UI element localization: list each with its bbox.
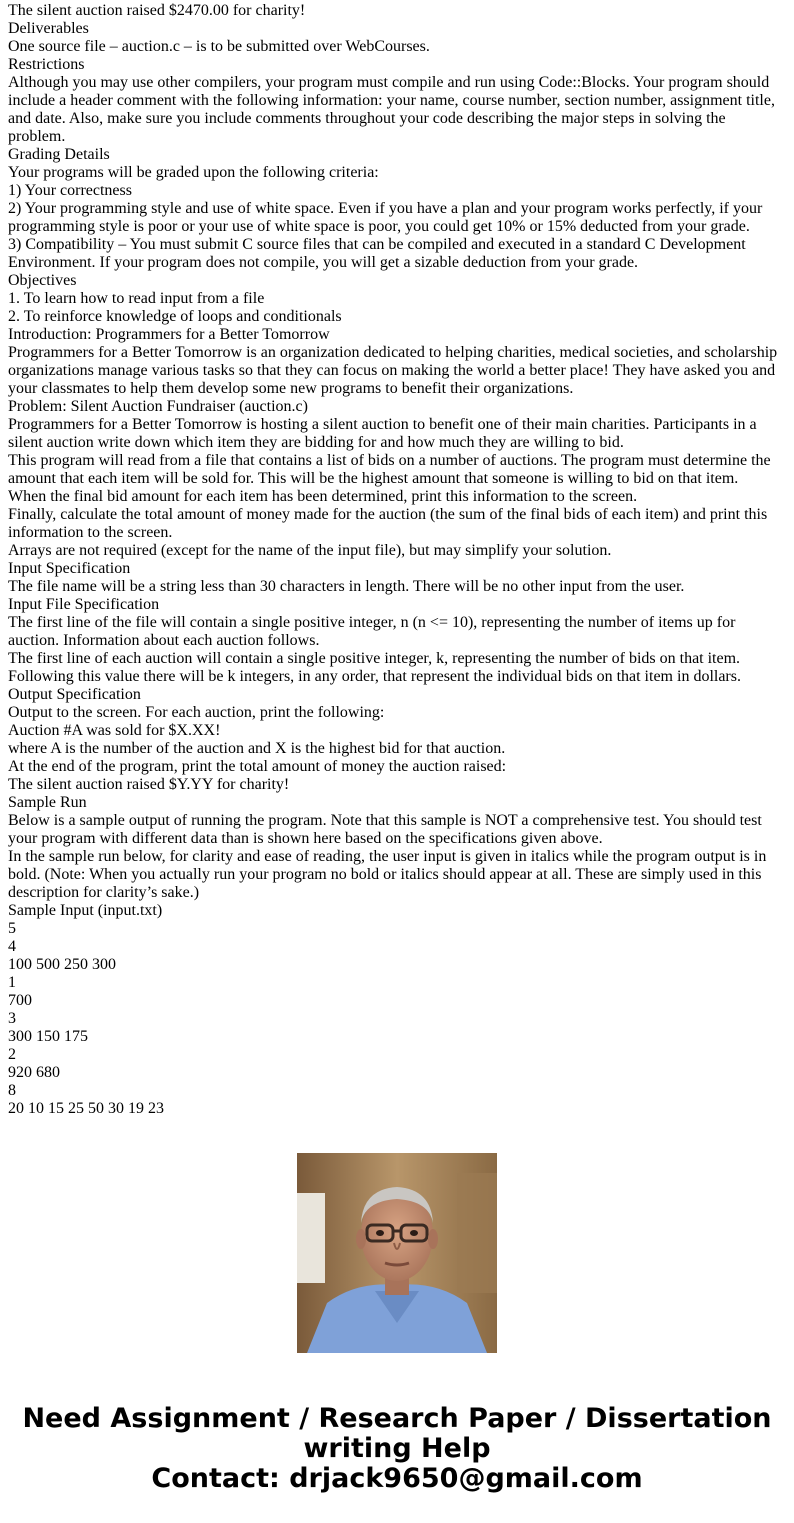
document-line: 2. To reinforce knowledge of loops and conditionals	[8, 308, 342, 325]
document-line: In the sample run below, for clarity and ease of reading, the user input is given in italics while the program output is in bold. (Note: When you actually run your program no bold or italics should appear at all. These are simply used in this description for clarity’s sake.)	[8, 848, 767, 901]
document-line: Grading Details	[8, 146, 110, 163]
document-line: Your programs will be graded upon the following criteria:	[8, 164, 379, 181]
document-line: 1	[8, 974, 16, 991]
document-line: When the final bid amount for each item has been determined, print this information to the screen.	[8, 488, 638, 505]
promo-text	[0, 1404, 794, 1494]
promo-line-1: Need Assignment / Research Paper / Dissertation	[22, 1403, 772, 1434]
document-line: 2	[8, 1046, 16, 1063]
document-line: This program will read from a file that contains a list of bids on a number of auctions. The program must determine the amount that each item will be sold for. This will be the highest amount that someone is willing to bid on that item.	[8, 452, 771, 487]
document-line: Output to the screen. For each auction, print the following:	[8, 704, 385, 721]
document-line: Output Specification	[8, 686, 141, 703]
document-line: where A is the number of the auction and X is the highest bid for that auction.	[8, 740, 506, 757]
document-line: 1. To learn how to read input from a file	[8, 290, 265, 307]
document-line: Arrays are not required (except for the name of the input file), but may simplify your solution.	[8, 542, 612, 559]
author-portrait	[297, 1153, 497, 1353]
document-line: 5	[8, 920, 16, 937]
document-line: 3	[8, 1010, 16, 1027]
document-line: Auction #A was sold for $X.XX!	[8, 722, 221, 739]
document-line: Deliverables	[8, 20, 89, 37]
document-line: 2) Your programming style and use of white space. Even if you have a plan and your program works perfectly, if your programming style is poor or your use of white space is poor, you could get 10% or 15% deducted from your grade.	[8, 200, 763, 235]
document-line: Programmers for a Better Tomorrow is hosting a silent auction to benefit one of their main charities. Participants in a silent auction write down which item they are bidding for and how much they are willing to bid.	[8, 416, 757, 451]
document-line: The first line of the file will contain a single positive integer, n (n <= 10), representing the number of items up for auction. Information about each auction follows.	[8, 614, 736, 649]
document-line: Input File Specification	[8, 596, 160, 613]
promo-contact-line: Contact: drjack9650@gmail.com	[151, 1463, 643, 1494]
document-line: 20 10 15 25 50 30 19 23	[8, 1100, 164, 1117]
document-line: Below is a sample output of running the program. Note that this sample is NOT a comprehensive test. You should test your program with different data than is shown here based on the specifications given above.	[8, 812, 762, 847]
promo-line-2: writing Help	[303, 1433, 491, 1464]
document-line: 300 150 175	[8, 1028, 88, 1045]
document-line: Objectives	[8, 272, 77, 289]
document-line: Input Specification	[8, 560, 131, 577]
document-line: Problem: Silent Auction Fundraiser (auction.c)	[8, 398, 308, 415]
document-line: 1) Your correctness	[8, 182, 132, 199]
document-text	[8, 0, 786, 1118]
document-line: 8	[8, 1082, 16, 1099]
document-line: The first line of each auction will contain a single positive integer, k, representing the number of bids on that item. Following this value there will be k integers, in any order, that represent the individual bids on that item in dollars.	[8, 650, 741, 685]
document-line: Although you may use other compilers, your program must compile and run using Code::Blocks. Your program should include a header comment with the following information: your name, course number, section number, assignment title, and date. Also, make sure you include comments throughout your code describing the major steps in solving the problem.	[8, 74, 775, 145]
document-line: Finally, calculate the total amount of money made for the auction (the sum of the final bids of each item) and print this information to the screen.	[8, 506, 768, 541]
promo-section	[0, 1124, 794, 1523]
document-line: 3) Compatibility – You must submit C source files that can be compiled and executed in a standard C Development Environment. If your program does not compile, you will get a sizable deduction from your grade.	[8, 236, 746, 271]
document-line: The file name will be a string less than 30 characters in length. There will be no other input from the user.	[8, 578, 685, 595]
document-line: Sample Input (input.txt)	[8, 902, 163, 919]
document-line: Sample Run	[8, 794, 87, 811]
document-line: At the end of the program, print the total amount of money the auction raised:	[8, 758, 507, 775]
document-line: The silent auction raised $2470.00 for charity!	[8, 2, 306, 19]
document-line: 4	[8, 938, 16, 955]
document-line: One source file – auction.c – is to be submitted over WebCourses.	[8, 38, 430, 55]
document-line: 920 680	[8, 1064, 60, 1081]
document-line: The silent auction raised $Y.YY for charity!	[8, 776, 290, 793]
document-line: 700	[8, 992, 32, 1009]
document-line: Restrictions	[8, 56, 85, 73]
document-line: 100 500 250 300	[8, 956, 116, 973]
portrait-photo	[297, 1153, 497, 1353]
document-line: Introduction: Programmers for a Better Tomorrow	[8, 326, 330, 343]
document-line: Programmers for a Better Tomorrow is an organization dedicated to helping charities, medical societies, and scholarship organizations manage various tasks so that they can focus on making the world a better place! They have asked you and your classmates to help them develop some new programs to benefit their organizations.	[8, 344, 778, 397]
